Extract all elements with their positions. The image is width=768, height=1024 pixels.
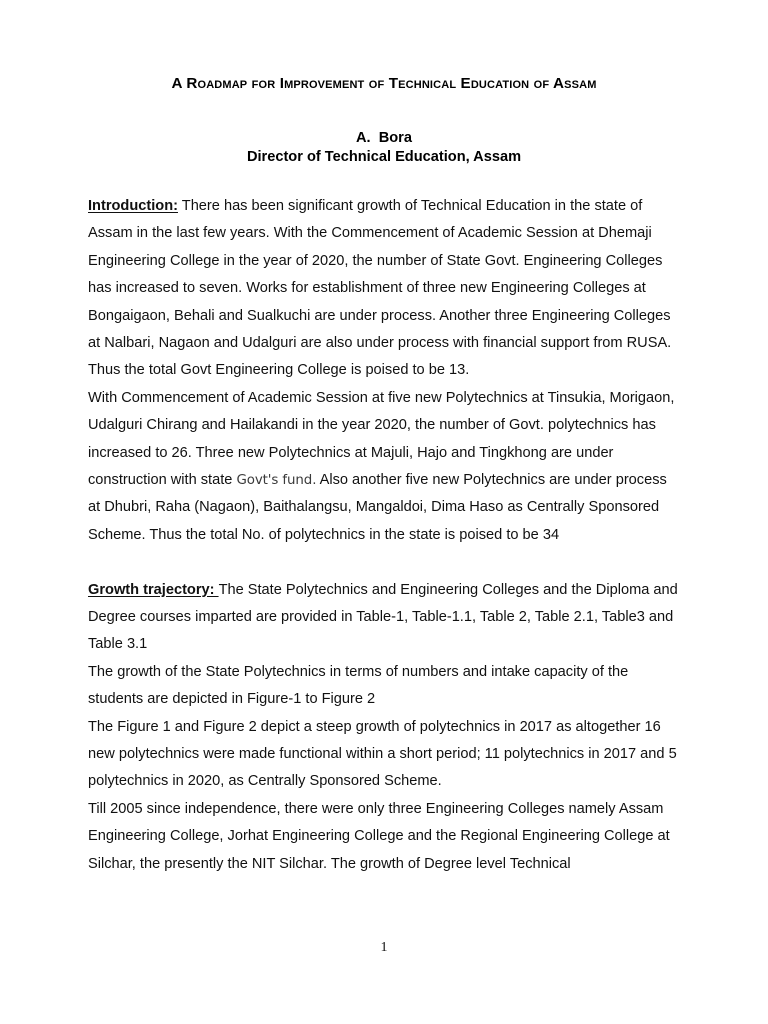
author-designation: Director of Technical Education, Assam (246, 148, 522, 165)
page-content (88, 0, 680, 878)
polytechnics-text-after: Also another five new Polytechnics are under process at Dhubri, Raha (Nagaon), Baithalangsu, Mangaldoi, Dima Haso as Centrally Sponsored Scheme. Thus the total No. of polytechnics in the state is poised to be 34 (88, 472, 667, 543)
paragraph-growth-trajectory (88, 577, 680, 659)
author-name: A. Bora (356, 130, 412, 146)
growth-figures-text: The growth of the State Polytechnics in terms of numbers and intake capacity of the students are depicted in Figure-1 to Figure 2 (88, 663, 629, 708)
introduction-text-first: There has been significant growth of Technical Education in the state of Assam in the last few years. With the Commencement of Academic Session at Dhemaji Engineering College in the year of 2020, the number of State Govt. Engineering Colleges has increased to seven. Works for establishment of three new Engineering Colleges at Bongaigaon, Behali and Sualkuchi are under process. Another three Engineering Colleges at Nalbari, Nagaon and Udalguri are also under process with financial support from RUSA. Thus the total Govt Engineering College is poised to be 13. (88, 197, 672, 379)
heading-introduction: Introduction: (88, 197, 178, 214)
paragraph-spacer (88, 549, 680, 576)
paragraph-polytechnics (88, 385, 680, 549)
page-number: 1 (380, 940, 388, 955)
engineering-colleges-text: Till 2005 since independence, there were only three Engineering Colleges namely Assam Engineering College, Jorhat Engineering College and the Regional Engineering College at Silchar, the presently the NIT Silchar. The growth of Degree level Technical (88, 800, 670, 872)
polytechnics-text-govt-fund: Govt's fund. (236, 473, 317, 488)
paragraph-introduction (88, 193, 680, 385)
heading-growth-trajectory: Growth trajectory: (88, 581, 219, 598)
growth-trajectory-text-first: The State Polytechnics and Engineering Colleges and the Diploma and Degree courses imparted are provided in Table-1, Table-1.1, Table 2, Table 2.1, Table3 and Table 3.1 (88, 581, 678, 653)
polytechnics-text-before: With Commencement of Academic Session at five new Polytechnics at Tinsukia, Morigaon, Udalguri Chirang and Hailakandi in the year 2020, the number of Govt. polytechnics has increased to 26. Three new Polytechnics at Majuli, Hajo and Tingkhong are under construction with state (88, 389, 675, 488)
author-block (88, 93, 680, 167)
page-title: A Roadmap for Improvement of Technical Education of Assam (171, 75, 597, 92)
body-text (88, 167, 680, 878)
paragraph-steep-growth (88, 714, 680, 796)
paragraph-engineering-colleges (88, 796, 680, 878)
steep-growth-text: The Figure 1 and Figure 2 depict a steep growth of polytechnics in 2017 as altogether 16 new polytechnics were made functional within a short period; 11 polytechnics in 2017 and 5 polytechnics in 2020, as Centrally Sponsored Scheme. (88, 718, 677, 790)
paragraph-growth-figures (88, 659, 680, 714)
